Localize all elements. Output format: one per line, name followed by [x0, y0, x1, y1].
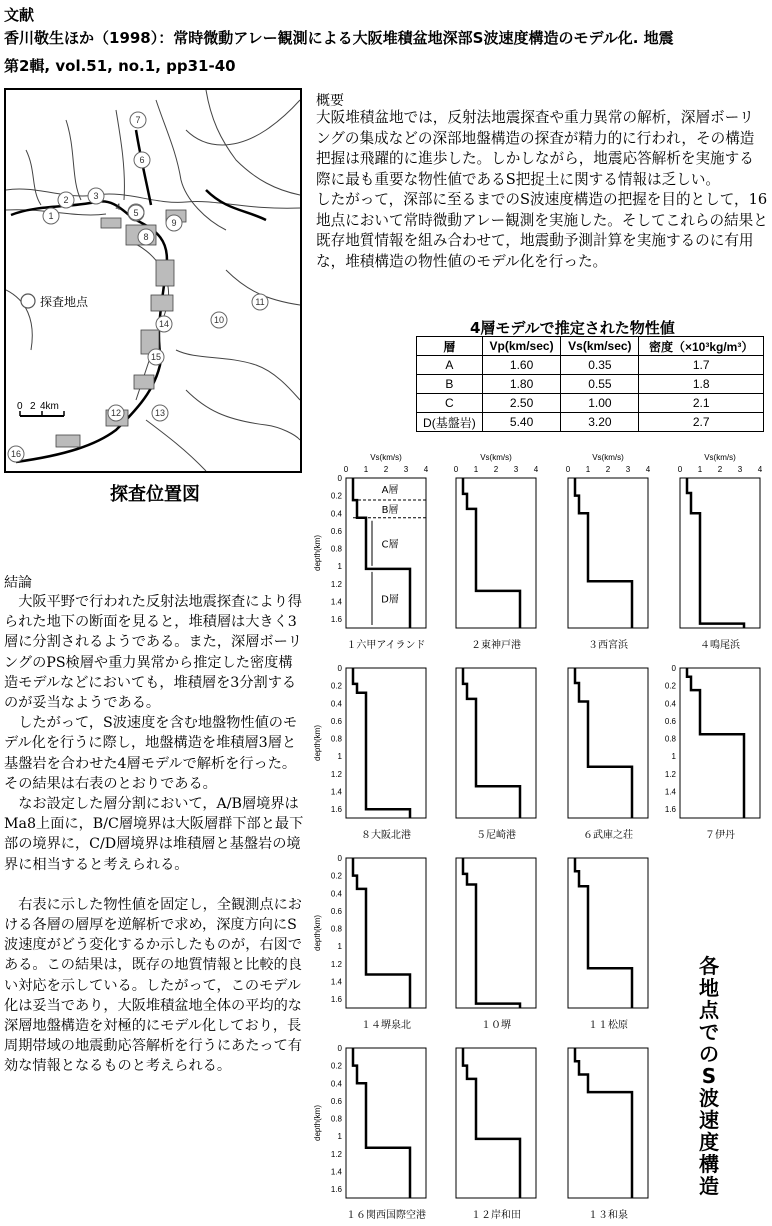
scale-label-4km: 4km	[40, 401, 59, 412]
survey-location-map	[4, 88, 302, 473]
conclusion-paragraph-3: なお設定した層分割において，A/B層境界はMa8上面に，B/C層境界は大阪層群下部と最下部の境界に，C/D層境界は堆積層と基盤岩の境界に相当すると考えられる。	[4, 796, 304, 873]
x-tick-label: 2	[383, 465, 389, 474]
table-row	[417, 356, 764, 375]
y-tick-label: 1	[337, 562, 342, 572]
site-label-9: 9	[171, 218, 177, 228]
table-cell: A	[417, 356, 483, 375]
x-tick-label: 0	[343, 465, 349, 474]
header-density: 密度（×10³kg/m³）	[639, 337, 764, 356]
x-tick-label: 1	[363, 465, 369, 474]
x-tick-label: 4	[645, 465, 651, 474]
site-label-12: 12	[110, 408, 122, 418]
table-cell: 2.7	[639, 413, 764, 432]
y-tick-label: 0.6	[330, 906, 342, 916]
vs-profile-panel-5	[313, 664, 426, 841]
y-tick-label: 0	[337, 474, 342, 483]
x-tick-label: 2	[493, 465, 499, 474]
vs-profile-panel-12	[313, 1044, 426, 1221]
vs-profile-panel-1	[313, 453, 429, 651]
y-tick-label: 1.2	[330, 769, 342, 779]
conclusion-paragraph-1: 大阪平野で行われた反射法地震探査により得られた地下の断面を見ると，堆積層は大きく3層に分割されるようである。また，深層ボーリングのPS検層や重力異常から推定した密度構造モデルなどにおいても，堆積層を3分割するのが妥当なようである。	[4, 594, 302, 712]
table-title: 4層モデルで推定された物性値	[470, 319, 675, 337]
site-label-15: 15	[150, 352, 162, 362]
site-name-label: １１松原	[588, 1020, 628, 1031]
physical-properties-table	[416, 336, 764, 432]
site-name-label: １２岸和田	[471, 1210, 521, 1221]
y-tick-label: 0.6	[664, 716, 676, 726]
x-tick-label: 1	[697, 465, 703, 474]
site-label-14: 14	[158, 319, 170, 329]
x-axis-label: Vs(km/s)	[480, 453, 512, 462]
site-name-label: １３和泉	[588, 1210, 628, 1221]
summary-paragraph-1: 大阪堆積盆地では，反射法地震探査や重力異常の解析，深層ボーリングの集成などの深部地盤構造の探査が精力的に行われ，その構造把握は飛躍的に進歩した。しかしながら，地震応答解析を実施する際に最も重要な物性値であるS把捉土に関する情報は乏しい。	[316, 109, 755, 188]
layer-label: A層	[381, 485, 399, 497]
conclusion-text	[4, 592, 304, 1077]
site-name-label: １六甲アイランド	[346, 640, 426, 651]
y-tick-label: 1	[671, 752, 676, 762]
y-tick-label: 1.6	[330, 1185, 342, 1195]
y-tick-label: 0.4	[664, 699, 676, 709]
site-name-label: １４堺泉北	[361, 1020, 411, 1031]
y-tick-label: 0.2	[330, 1061, 342, 1071]
table-cell: 2.1	[639, 394, 764, 413]
table-cell: 5.40	[482, 413, 561, 432]
y-axis-label: depth(km)	[313, 534, 322, 572]
y-tick-label: 1	[337, 942, 342, 952]
vs-profile-panel-13	[456, 1048, 536, 1221]
y-tick-label: 1.6	[664, 805, 676, 815]
map-drawing	[6, 90, 300, 471]
conclusion-title: 結論	[4, 575, 32, 591]
x-tick-label: 0	[677, 465, 683, 474]
y-tick-label: 0.8	[664, 734, 676, 744]
vs-profile-panel-3	[566, 453, 651, 651]
x-tick-label: 3	[625, 465, 631, 474]
scale-label-2: 2	[30, 401, 36, 412]
site-label-11: 11	[255, 297, 265, 307]
y-tick-label: 1.2	[330, 1149, 342, 1159]
x-tick-label: 3	[737, 465, 743, 474]
y-tick-label: 1.4	[330, 977, 342, 987]
x-tick-label: 4	[533, 465, 539, 474]
site-name-label: ５尼崎港	[476, 830, 516, 841]
y-tick-label: 1.4	[330, 597, 342, 607]
x-tick-label: 1	[585, 465, 591, 474]
map-legend-label: 探査地点	[40, 295, 89, 309]
y-tick-label: 1	[337, 752, 342, 762]
table-cell: 0.35	[561, 356, 639, 375]
site-label-13: 13	[154, 408, 166, 418]
vs-profile-panel-6	[456, 668, 536, 841]
vs-profile-panel-4	[678, 453, 763, 651]
y-tick-label: 0.2	[330, 871, 342, 881]
y-tick-label: 0.6	[330, 716, 342, 726]
site-label-1: 1	[48, 211, 54, 221]
y-tick-label: 0.2	[330, 491, 342, 501]
site-name-label: ６武庫之荘	[583, 830, 633, 841]
x-axis-label: Vs(km/s)	[370, 453, 402, 462]
y-tick-label: 0.2	[330, 681, 342, 691]
y-tick-label: 1.4	[664, 787, 676, 797]
y-tick-label: 1	[337, 1132, 342, 1142]
header-layer: 層	[417, 337, 483, 356]
y-tick-label: 0.4	[330, 1079, 342, 1089]
y-tick-label: 0	[337, 664, 342, 673]
y-tick-label: 0.4	[330, 699, 342, 709]
table-row	[417, 394, 764, 413]
table-cell: 2.50	[482, 394, 561, 413]
site-label-8: 8	[143, 232, 149, 242]
y-tick-label: 1.4	[330, 1167, 342, 1177]
y-axis-label: depth(km)	[313, 914, 322, 952]
x-axis-label: Vs(km/s)	[592, 453, 624, 462]
table-cell: 1.60	[482, 356, 561, 375]
vs-profile-panel-9	[313, 854, 426, 1031]
site-name-label: ３西宮浜	[588, 640, 628, 651]
vs-profile-panel-11	[568, 858, 648, 1031]
table-cell: D(基盤岩)	[417, 413, 483, 432]
table-cell: 0.55	[561, 375, 639, 394]
y-tick-label: 1.2	[664, 769, 676, 779]
y-tick-label: 1.2	[330, 579, 342, 589]
y-tick-label: 1.4	[330, 787, 342, 797]
y-tick-label: 0	[337, 854, 342, 863]
conclusion-paragraph-2: したがって，S波速度を含む地盤物性値のモデル化を行うに際し，地盤構造を堆積層3層と基盤岩を合わせた4層モデルで解析を行った。その結果は右表のとおりである。	[4, 715, 298, 792]
vs-profile-panel-8	[665, 664, 760, 841]
y-tick-label: 0.8	[330, 544, 342, 554]
site-name-label: １０堺	[481, 1020, 511, 1031]
site-label-4: 4	[115, 202, 121, 212]
map-caption: 探査位置図	[110, 484, 200, 505]
site-label-2: 2	[63, 195, 69, 205]
table-row	[417, 375, 764, 394]
x-axis-label: Vs(km/s)	[704, 453, 736, 462]
legend-marker-icon	[21, 294, 35, 308]
site-label-10: 10	[213, 315, 225, 325]
vs-profile-panel-7	[568, 668, 648, 841]
vs-profile-panel-10	[456, 858, 536, 1031]
y-tick-label: 1.6	[330, 995, 342, 1005]
reference-citation-line2: 第2輯, vol.51, no.1, pp31-40	[4, 57, 236, 75]
vs-profile-panel-2	[454, 453, 539, 651]
y-tick-label: 0.4	[330, 509, 342, 519]
reference-citation-line1: 香川敬生ほか（1998）：常時微動アレー観測による大阪堆積盆地深部S波速度構造のモデル化. 地震	[4, 29, 674, 47]
site-name-label: ４鳴尾浜	[700, 640, 740, 651]
site-name-label: ７伊丹	[705, 830, 735, 841]
y-tick-label: 0.8	[330, 734, 342, 744]
table-cell: 3.20	[561, 413, 639, 432]
reference-heading: 文献	[4, 6, 35, 24]
table-cell: 1.00	[561, 394, 639, 413]
summary-paragraph-2: したがって，深部に至るまでのS波速度構造の把握を目的として，16地点において常時微動アレー観測を実施した。そしてこれらの結果と既存地質情報を組み合わせて，地震動予測計算を実施するのに有用な，堆積構造の物性値のモデル化を行った。	[316, 191, 768, 270]
y-tick-label: 0.4	[330, 889, 342, 899]
side-title: 各地点でのS波速度構造	[699, 954, 719, 1198]
y-tick-label: 0	[337, 1044, 342, 1053]
y-axis-label: depth(km)	[313, 724, 322, 762]
x-tick-label: 3	[403, 465, 409, 474]
y-tick-label: 0.8	[330, 924, 342, 934]
y-tick-label: 1.2	[330, 959, 342, 969]
table-header-row	[417, 337, 764, 356]
site-label-3: 3	[93, 191, 99, 201]
table-cell: 1.8	[639, 375, 764, 394]
x-tick-label: 4	[423, 465, 429, 474]
header-vs: Vs(km/sec)	[561, 337, 639, 356]
conclusion-paragraph-4: 右表に示した物性値を固定し，全観測点における各層の層厚を逆解析で求め，深度方向にS波速度がどう変化するか示したものが，右図である。この結果は，既存の地質情報と比較的良い対応を示している。したがって，このモデル化は妥当であり，大阪堆積盆地全体の平均的な深層地盤構造を対極的にモデル化しており，長周期帯域の地震動応答解析を行うにあたって有効な情報となるものと考えられる。	[4, 896, 302, 1075]
table-cell: 1.7	[639, 356, 764, 375]
layer-label: B層	[381, 504, 399, 516]
layer-label: C層	[381, 539, 399, 551]
site-name-label: １６関西国際空港	[346, 1210, 426, 1221]
table-cell: B	[417, 375, 483, 394]
scale-label-0: 0	[17, 401, 23, 412]
y-tick-label: 1.6	[330, 615, 342, 625]
x-tick-label: 2	[717, 465, 723, 474]
summary-text	[316, 108, 768, 272]
y-axis-label: depth(km)	[313, 1104, 322, 1142]
vs-profile-panel-14	[568, 1048, 648, 1221]
y-tick-label: 0	[671, 664, 676, 673]
y-tick-label: 1.6	[330, 805, 342, 815]
y-tick-label: 0.6	[330, 526, 342, 536]
x-tick-label: 0	[565, 465, 571, 474]
x-tick-label: 3	[513, 465, 519, 474]
y-tick-label: 0.8	[330, 1114, 342, 1124]
table-cell: C	[417, 394, 483, 413]
table-row	[417, 413, 764, 432]
x-tick-label: 2	[605, 465, 611, 474]
site-name-label: ８大阪北港	[361, 830, 411, 841]
site-label-5: 5	[133, 208, 139, 218]
y-tick-label: 0.6	[330, 1096, 342, 1106]
header-vp: Vp(km/sec)	[482, 337, 561, 356]
site-label-6: 6	[139, 155, 145, 165]
x-tick-label: 1	[473, 465, 479, 474]
map-scale-bar	[17, 401, 64, 416]
summary-title: 概要	[316, 93, 344, 109]
x-tick-label: 0	[453, 465, 459, 474]
table-cell: 1.80	[482, 375, 561, 394]
site-name-label: ２東神戸港	[471, 640, 521, 651]
site-label-16: 16	[10, 449, 22, 459]
x-tick-label: 4	[757, 465, 763, 474]
layer-label: D層	[381, 594, 399, 606]
y-tick-label: 0.2	[664, 681, 676, 691]
site-label-7: 7	[135, 115, 141, 125]
